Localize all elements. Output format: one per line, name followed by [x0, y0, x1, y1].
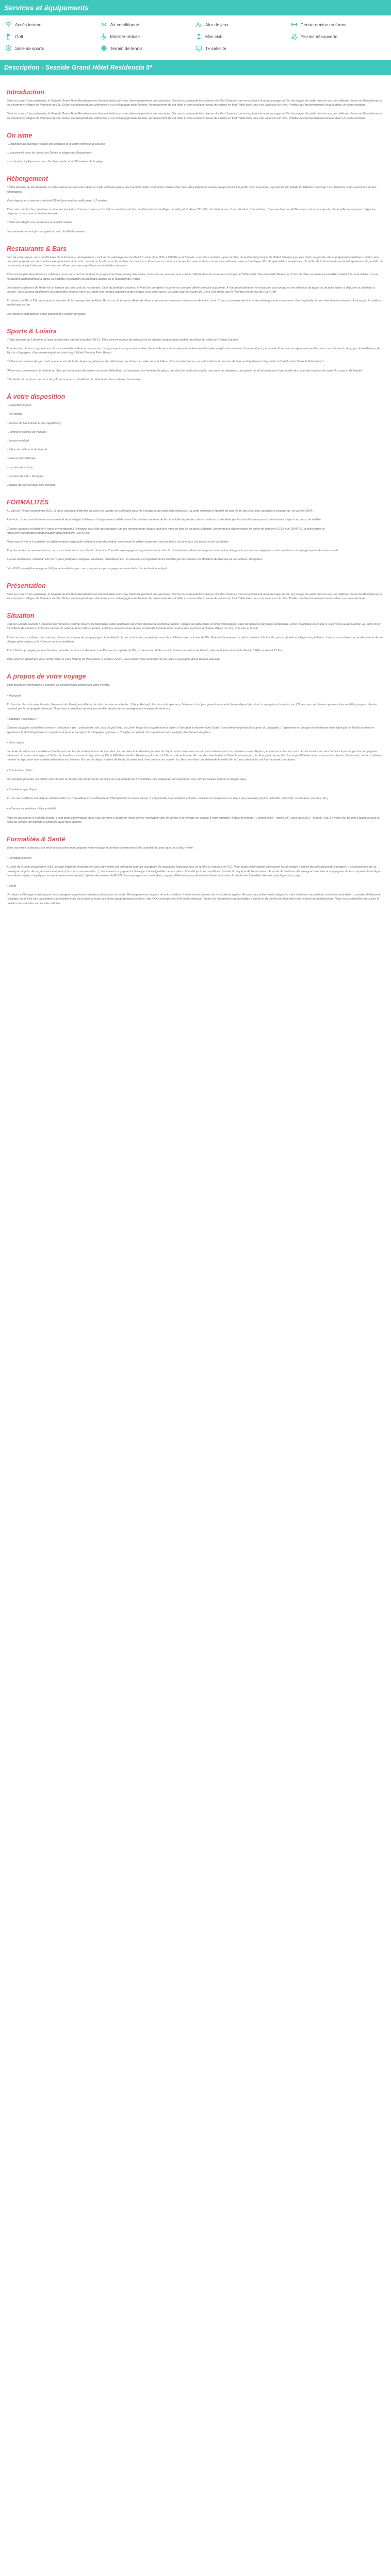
paragraph: Situé au cœur d'une palmeraie, le Seaside Grand Hotel Residencia est l'endroit idéal pour vous détendre pendant vos vacances. Découvrez la beauté très diverse des îles Canaries tout en explorant le nord sauvage de l'île, les plages de sable doré du sud, les célèbres dunes de Maspalomas et les charmants villages de l'intérieur de l'île. Grâce aux températures clémentes et au ciel dégagé toute l'année, l'emplacement de cet hôtel et son excellent niveau de service en font l'hôtel idéal pour vos vacances de rêve. Profitez de l'environnement luxueux dans un cadre exotique.	[7, 112, 382, 120]
amenity-item	[5, 20, 101, 29]
section-7-section	[7, 582, 384, 601]
amenity-label: Piscine découverte	[300, 33, 338, 39]
paragraph: - Location de voiture	[7, 466, 33, 469]
section-6-heading: FORMALITÉS	[7, 499, 49, 506]
gym-icon	[5, 45, 12, 52]
section-9-heading: À propos de votre voyage	[7, 673, 86, 681]
amenity-label: Tv satellite	[205, 45, 226, 51]
paragraph: Vous logerez en chambre standard (32 m²) pouvant accueillir jusqu'à 2 adultes.	[7, 199, 108, 202]
formalite-item-text: Au sein de l'Union européenne (UE), la carte nationale d'identité en cours de validité est suffisante pour les voyageurs de nationalité française pour se rendre à l'intérieur de l'UE. Pour toutes informations concernant les formalités d'entrée des ressortissants étrangers, il est nécessaire de se renseigner auprès des organismes adéquats (consulats, ambassades...). Les mineurs voyageant à l'étranger doivent justifier de leur pièce d'identité (voir les conditions d'entrée du pays) et de l'autorisation de sortie de territoire s'ils voyagent sans être accompagnés de leurs représentants légaux. Les mêmes règles s'appliquent au bébé. www.service-public.fr/particuliers/vosdroits/F1922. Les passagers en transit dans un pays différent de leur destination finale sont priés de vérifier les formalités d'entrée spécifiques à ce pays.	[7, 866, 384, 877]
paragraph: Pour les autres recommandations, nous vous invitons à consulter la rubrique « Conseils aux voyageurs » présente sur le site du ministère des affaires étrangères www.diplomatie.gouv.fr qui vous renseignera sur les conditions de voyage auprès de votre monde.	[7, 549, 339, 553]
wheelchair-icon	[101, 33, 107, 40]
playground-icon	[196, 21, 202, 28]
voyage-item-title: • Informations relatives à l'accessibilité	[7, 807, 56, 811]
amenity-label: Centre remise en forme	[300, 22, 347, 27]
amenity-label: Mobilité réduite	[110, 33, 140, 39]
section-0-heading: Introduction	[7, 89, 44, 96]
paragraph: Certains de ces services sont payants.	[7, 483, 56, 487]
section-3-section	[7, 245, 384, 316]
paragraph: Les plaisirs culinaires de l'hôtel ne se limitent pas aux plats du restaurant. Situé au bord des piscines, le Pool Bar complète l'expérience culinaire offerte pendant la journée. À l'heure du déjeuner, le restaurant vous propose une sélection de tapas ou de plats légers à déguster au bord de la piscine. Vous pourrez également vous détendre avec un verre au Lobby Bar, où des cocktails et des snacks vous sont servis. Le Lobby Bar est ouvert de 10h à 23h tandis que le Pool Bar est ouvert de 10h à 18h.	[7, 286, 375, 294]
voyage-item-text: Certains bagages considérés comme « spéciaux » (ex. : planche de surf, club de golf, vélo, etc.) font l'objet d'un supplément à régler à l'aéroport et doivent faire l'objet d'une demande préalable auprès du voyagiste. L'organisme en charge des transferts entre l'aéroport et l'hôtel se réserve également le droit d'appliquer un supplément pour le transport de « bagages spéciaux » (à régler sur place). Ce supplément sera à régler directement sur place.	[7, 726, 374, 734]
amenity-item	[5, 32, 101, 41]
paragraph: Cap sur Grande Canarie ! Déclarée par l'Unesco, comme réserve de biosphère, cette destination de choix dispose de nombreux atouts : plages de sable blanc et fonds volcaniques, eaux turquoise et paysages somptueux. Entre l'Atlantique et le désert, l'île invite à la découverte. Ici, entre 30 et 35 millions de couleurs. Entre les centres de réserve et les villes colorées, entre les canyons et les dunes, la Grande Canarie vous réserve des surprises à chaque détour. Ici on y vit le jour et la nuit.	[7, 623, 381, 631]
amenity-label: Air conditionné	[110, 22, 139, 27]
voyage-item-text: La durée du séjour est calculée en fonction du nombre de nuitées et non de journées. La première et la dernière journée du séjour sont consacrées au transport international. Les arrivées ou les départs peuvent avoir lieu en cours de nuit en fonction des horaires imposés par les compagnies aériennes. Lors de votre séjour à l'hôtel, la chambre est mise à disposition à 15h à 14h00 et doit être libérée au plus tard à 12h, au même horaire. En cas d'arrivée tardive à l'hôtel le premier jour, le dîner peut ne pas être fourni par l'hôtelier et le restaurant est fermé. Cependant, certains hôteliers mettent à disposition une assiette froide dans la chambre. En cas de départ matinal de l'hôtel, le restaurant n'est pas encore ouvert : le client peut faire une demande la veille afin qu'une collation lui soit fournie avant son départ.	[7, 750, 383, 762]
amenities-grid	[0, 15, 391, 57]
section-6-section	[7, 499, 384, 571]
amenity-item	[101, 32, 196, 41]
paragraph: Pour encore plus d'expériences culinaires, nous vous recommandons le programme Cross-Dining. En soirée, vous pourrez savourer une cuisine raffinée dans le restaurant principal de l'hôtel voisin Seaside Palm Beach ou choisir de dîner au restaurant méditerranéen à la carte Il Amico ou au restaurant gastronomique à tapas La Bodega (réservation au préalable auprès de la réception de l'hôtel).	[7, 273, 379, 281]
dumbbell-icon	[291, 21, 298, 28]
paragraph: - Réception 24h/24	[7, 404, 31, 408]
paragraph: Au vue de l'Union européenne (UE), la carte nationale d'identité en cours de validité est suffisante pour les voyageurs de nationalité française. La carte nationale d'identité de plus de 10 ans n'est plus acceptée à compter du 1er janvier 2024.	[7, 510, 313, 513]
section-4-section	[7, 328, 384, 382]
paragraph: http://XXX.www.diplomatie.gouv.fr/fr/pr-partir-a-l-etranger : vous ne pourrez pas voyager sur le territoire de destination indiqué.	[7, 567, 168, 570]
section-8-heading: Situation	[7, 612, 35, 620]
paragraph: - La situation idyllique au cœur d'un beau jardin et à 300 mètres de la plage	[7, 160, 103, 164]
section-9-section	[7, 673, 384, 824]
paragraph: En soirée, de 18h à 23h, vous pourrez écouter de la musique live au Piano Bar ou sur la terrasse. Avant de dîner, vous pourrez savourer une boisson de votre choix. Si vous souhaitez terminer votre soirée par une musique en direct agréable et une sélection de boissons, il n'y a pas de meilleur endroit que ce bar.	[7, 299, 381, 307]
paragraph: - Presse internationale	[7, 457, 36, 461]
paragraph: L'île abrite de nombreux terrains de golf, vous pourrez bénéficier de réductions dans certains d'entre eux.	[7, 378, 141, 381]
paragraph: L'hôtel vous propose des jeux tels que le tennis de table, la jeu de pétanque, des fléchettes, les échecs en plein air et le billard. Pour les plus jeunes, un club enfants et une aire de jeux sont également disponibles à l'hôtel voisin Seaside Palm Beach.	[7, 360, 324, 364]
services-banner	[0, 0, 391, 15]
kids-club-icon	[196, 33, 202, 40]
amenity-label: Salle de sports	[15, 45, 44, 51]
wifi-icon	[5, 21, 12, 28]
paragraph: Situé au cœur d'une palmeraie, le Seaside Grand Hotel Residencia est l'endroit idéal pour vous détendre pendant vos vacances. Découvrez la beauté très diverse des îles Canaries tout en explorant le nord sauvage de l'île, les plages de sable doré du sud, les célèbres dunes de Maspalomas et les charmants villages de l'intérieur de l'île. Grâce aux températures clémentes et au ciel dégagé toute l'année, l'emplacement de cet hôtel et son excellent niveau de service en font l'hôtel idéal pour vos vacances de rêve. Profitez de l'environnement luxueux dans un cadre exotique.	[7, 592, 382, 600]
formalite-item-title: • Formalité d'entrée	[7, 857, 32, 860]
paragraph: Nous vous invitons à consulter la réglementation disponible relative à votre destination concernant la valeur totale des marchandises, les animaux, les tabacs et les spiritueux.	[7, 540, 230, 544]
voyage-item-text: De manière générale, les bébés sont classés en termes de confort et de services sur une échelle de 1 à 5 étoiles, ces catégories correspondent aux normes locales propres à chaque pays.	[7, 777, 247, 781]
paragraph: Les animaux ne sont pas acceptés au sein de l'établissement.	[7, 230, 86, 233]
section-5-section	[7, 393, 384, 487]
paragraph: L'hôtel dispose de 2 piscines à l'eau de mer dont une est chauffée (30°C). Elles sont entourées de parasols et de chaises longues pour profiter au mieux du soleil de Grande Canarie.	[7, 338, 239, 342]
description-banner	[0, 60, 391, 75]
paragraph: Voici quelques informations à prendre en considération concernant votre voyage.	[7, 684, 110, 687]
amenity-label: Terrain de tennis	[110, 45, 143, 51]
paragraph: Aucune destination n'étant à l'abri de risques politiques, religieux, sanitaires, climatiques etc., la situation est régulièrement contrôlée par les services du Ministère de l'Europe et des Affaires étrangères.	[7, 558, 264, 562]
section-1-heading: On aime	[7, 131, 32, 139]
formalite-item-text: Un séjour à l'étranger implique pour tout voyageur de prendre certaines précautions de santé. Renseignez-vous auprès de votre médecin traitant et des centres de vaccinations agréés. Aucune vaccination n'est obligatoire mais certaines vaccinations sont recommandées ; consulter l'Hôtel pour l'étranger sur la liste des vaccinations habituelles mais aussi liées à toutes les zones géographiques visitées. http://XXX.www.pasteur.fr/fr/centre-medical. Toutes les informations de formalités d'entrée et de santé sont données sous réserve de modifications. Nous vous conseillons de suivre la position des autorités sur les sites officiels.	[7, 893, 381, 905]
formalite-item-title: • Santé	[7, 885, 17, 888]
voyage-item-title: • Transport	[7, 694, 21, 698]
section-7-heading: Présentation	[7, 582, 46, 589]
paragraph: - Parking et service de voiturier	[7, 430, 47, 434]
paragraph: - Wifi gratuit	[7, 413, 22, 416]
paragraph: Entre ces deux extrêmes : les volcans, dunes, la richesse de ces paysages, la multitude de ces contrastes, on peut découvrir les différents microclimats de l'île. Grande Canarie est un petit continent, à la fois île, parcs naturels et villages de pêcheurs. Laissez-vous tenter par la découverte de ces villages pittoresques et la richesse de leurs traditions.	[7, 636, 384, 643]
section-3-heading: Restaurants & Bars	[7, 245, 67, 252]
pool-icon	[291, 33, 298, 40]
voyage-item-text: En fonction des vols sélectionnés, l'aéroport de départ peut différer de celui de votre arrivée (ex : Orly et Roissy). Pour les vols spéciaux, l'aéroport n'est pas garanti lorsque le titre de départ (terminal, compagnie et horaires, etc.) Notez que ces derniers peuvent être modifiés jusqu'au dernier moment par la compagnie aérienne. Nous vous conseillons de toujours vérifier auprès de la compagnie les horaires de votre vol.	[7, 703, 377, 710]
formalites-sante-section	[7, 836, 384, 906]
voyage-item-title: • Conduit des bébés	[7, 769, 33, 772]
voyage-item-text: En cas de conditions climatiques défavorables ou d'une affluence insuffisante à l'hôtel pendant la basse saison, il est possible que certaines activités, services et installations ne soient pas proposés (sports collectifs, mini-club, restaurants, piscines, etc.).	[7, 797, 329, 801]
section-2-heading: Hébergement	[7, 175, 48, 183]
paragraph: - Location de vélo - Boutique	[7, 474, 44, 478]
tennis-icon	[101, 45, 107, 52]
paragraph: Offrez-vous un moment de détente au Spa qui met à votre disposition un sauna finlandais, un hammam, une fontaine de glace, une douche multi-sensorielle, une zone de relaxation, une grotte de sel et un bassin d'eau froide ainsi que des services de soins du corps et de beauté.	[7, 369, 363, 372]
amenity-item	[196, 20, 291, 29]
paragraph: Les horaires sont donnés à titre indicatif et à vérifier sur place.	[7, 312, 86, 316]
voyage-item-title: • Votre séjour	[7, 741, 24, 744]
paragraph: L'hôtel est adapté aux personnes à mobilité réduite.	[7, 221, 73, 225]
paragraph: Chaque voyageur résidant en France et voyageant à l'étranger sans être accompagné par ses représentants légaux, doit être muni en plus de sa pièce d'identité, du formulaire d'autorisation de sortie de territoire (CERFA n°15646*01) à télécharger ici : https://www.formulaires.modernisation.gouv.fr/gf/cerfa_15646.do.	[7, 527, 327, 535]
description-title: Description - Seaside Grand Hôtel Residencia 5*	[4, 64, 152, 71]
amenity-label: Aire de jeux	[205, 22, 229, 27]
paragraph: Lors de votre séjour, vous bénéficierez de la formule « demi-pension » incluant le petit déjeuner de 8h à 11h et le dîner (19h à 22h30) ou la formule « pension complète » pour profiter du restaurant principal de l'hôtel. Chaque jour, des chefs de grande classe préparent un délicieux buffet, avec des plats préparés par des maîtres exceptionnels, à la carte, chauds ou froids, sont disponibles tous les jours. Vous pourrez découvrir toutes les saveurs de la cuisine internationale, ainsi qu'une large offre de spécialités canariennes. Un buffet de fruits et de desserts est également disponible. Le restaurant principal dispose d'une terrasse offrant une vue magnifique sur les jardins tropicaux.	[7, 256, 383, 268]
voyage-item-title: • Conditions spécifiques	[7, 788, 38, 792]
paragraph: Et la Caldera protégée par une barrière naturelle de terres et d'océan : Las Palmas, la capitale de l'île, est à environ 60 km ou 45 minutes en voiture de l'hôtel ; l'aéroport international de Gando (LPA) se situe à 27 km.	[7, 649, 283, 652]
amenity-item	[291, 20, 386, 29]
services-title: Services et équipements	[4, 4, 89, 12]
paragraph: Pour votre confort, les chambres sont toutes équipées d'une terrasse ou d'un balcon meublés, de l'air conditionné ou chauffage, du wifi gratuit, d'une TV LCD, d'un téléphone, d'un coffre-fort, d'un minibar, d'une machine à café Nespresso et de sa capsule, d'une salle de bain avec baignoire, peignoirs, chaussons et sèche-cheveux.	[7, 208, 377, 216]
voyage-item-title: • Bagages « spéciaux »	[7, 718, 37, 721]
formalites-sante-heading: Formalités & Santé	[7, 836, 66, 843]
paragraph: Prendre soin de son corps est une chose essentielle, même en vacances, c'est pourquoi vous pourrez profiter d'une salle de sport en plein air entièrement équipée, en plus des services d'un entraîneur personnel. Vous pourrez également profiter des cours de tennis, de yoga, de méditation, de Tai chi, d'aquagym, d'aqua-spinning et de stretching à l'hôtel Seaside Palm Beach.	[7, 347, 381, 355]
amenity-item	[101, 20, 196, 29]
paragraph: - Service médical	[7, 439, 29, 443]
paragraph: - L'architecture coloniale typique des canaries et le cadre intimiste et luxueux	[7, 142, 105, 146]
amenity-item	[196, 44, 291, 53]
tv-icon	[196, 45, 202, 52]
paragraph: - Service de blanchisserie (en supplément)	[7, 421, 62, 425]
paragraph: Vous pourrez également vous rendre dans le Parc Naturel de Pilancones, à environ 12 km, vous découvrirez la beauté de ces sites et paysages d'une beauté sauvage.	[7, 658, 221, 662]
paragraph: Vous trouverez ci-dessous les informations utiles pour préparer votre voyage et prendre connaissance des autorités du pays que vous allez visiter.	[7, 846, 194, 850]
section-0-section	[7, 89, 384, 121]
paragraph: L'hôtel dispose de 94 chambres et suites luxueuses décorées dans un style colonial typique des Canaries. Elles sont toutes situées dans des villas élégantes à deux étages bordant le jardin avec sa piscine, à proximité immédiate du bâtiment principal. Les chambres sont spacieuses et bien aménagées.	[7, 186, 377, 194]
voyage-item-text: Pour les personnes à mobilité réduite, avant toute confirmation, nous vous invitons à contacter notre service réservation afin de vérifier si le voyage est adapté à votre situation. Bébés et enfants : L'enfant bébé – moins de 2 ans) ou le lot E - enfant » (de 2 à moins de 12 ans) s'applique pour le bébé ou l'enfant qui partage la chambre avec deux adultes.	[7, 816, 380, 824]
paragraph: Attention : Il vous est fortement recommandé de privilégier l'utilisation d'un passeport valide à une CNI portant une date de fin de validité dépassée, même si elle est considérée par les autorités françaises comme étant toujours en cours de validité.	[7, 518, 322, 522]
snowflake-icon	[101, 21, 107, 28]
section-5-heading: À votre disposition	[7, 393, 66, 401]
section-8-section	[7, 612, 384, 662]
amenity-label: Golf	[15, 33, 23, 39]
paragraph: Situé au cœur d'une palmeraie, le Seaside Grand Hotel Residencia est l'endroit idéal pour vous détendre pendant vos vacances. Découvrez la beauté très diverse des îles Canaries tout en explorant le nord sauvage de l'île, les plages de sable doré du sud, les célèbres dunes de Maspalomas et les charmants villages de l'intérieur de l'île. Grâce aux températures clémentes et au ciel dégagé toute l'année, l'emplacement de cet hôtel et son excellent niveau de service en font l'hôtel idéal pour vos vacances de rêve. Profitez de l'environnement luxueux dans un cadre exotique.	[7, 99, 382, 107]
section-2-section	[7, 175, 384, 233]
amenity-label: Mini club	[205, 33, 223, 39]
amenity-item	[196, 32, 291, 41]
golf-icon	[5, 33, 12, 40]
amenity-item	[5, 44, 101, 53]
section-4-heading: Sports & Loisirs	[7, 327, 57, 335]
paragraph: - Salon de coiffure et de beauté	[7, 448, 47, 452]
paragraph: - La proximité avec les fameuses Dunes et plages de Maspalomas	[7, 151, 92, 155]
description-content	[0, 75, 391, 926]
section-1-section	[7, 132, 384, 164]
amenity-label: Accès internet	[15, 22, 43, 27]
amenity-item	[291, 32, 386, 41]
amenity-item	[101, 44, 196, 53]
